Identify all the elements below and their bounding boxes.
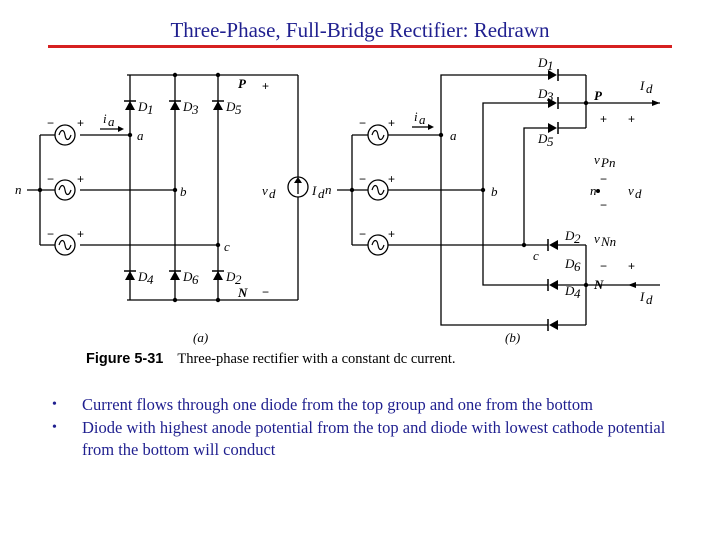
- svg-text:D: D: [538, 131, 548, 146]
- svg-text:−: −: [359, 227, 367, 241]
- svg-text:I: I: [640, 78, 645, 93]
- panel-b-label: (b): [505, 330, 521, 345]
- figure-caption-text: Three-phase rectifier with a constant dc current.: [177, 351, 456, 367]
- svg-text:D: D: [183, 269, 193, 284]
- svg-text:D: D: [565, 256, 575, 271]
- title-underline: [48, 45, 672, 48]
- bullet-item: [52, 394, 672, 416]
- svg-text:d: d: [646, 292, 653, 307]
- svg-text:n: n: [15, 182, 22, 197]
- svg-text:−: −: [262, 285, 270, 299]
- svg-text:I: I: [640, 289, 645, 304]
- svg-text:v: v: [594, 152, 600, 167]
- panel-a-label: (a): [193, 330, 209, 345]
- svg-text:D: D: [565, 283, 575, 298]
- svg-text:v: v: [594, 231, 600, 246]
- svg-text:b: b: [180, 184, 187, 199]
- svg-text:+: +: [388, 116, 396, 130]
- svg-text:+: +: [628, 112, 636, 126]
- svg-text:+: +: [77, 227, 85, 241]
- bullet-item: [52, 417, 672, 461]
- svg-text:d: d: [646, 81, 653, 96]
- svg-text:N: N: [594, 277, 604, 292]
- svg-text:c: c: [224, 239, 230, 254]
- svg-text:a: a: [137, 128, 144, 143]
- svg-text:4: 4: [147, 272, 154, 287]
- svg-text:−: −: [359, 172, 367, 186]
- svg-text:−: −: [47, 116, 55, 130]
- figure-caption: [86, 351, 456, 368]
- svg-text:D: D: [138, 269, 148, 284]
- svg-text:D: D: [565, 228, 575, 243]
- svg-text:D: D: [538, 55, 548, 70]
- svg-text:c: c: [533, 248, 539, 263]
- svg-text:D: D: [538, 86, 548, 101]
- svg-text:5: 5: [235, 102, 242, 117]
- svg-text:D: D: [226, 99, 236, 114]
- svg-text:D: D: [226, 269, 236, 284]
- svg-text:d: d: [269, 186, 276, 201]
- svg-text:v: v: [628, 183, 634, 198]
- svg-text:n: n: [325, 182, 332, 197]
- svg-text:P: P: [238, 76, 246, 91]
- svg-text:N: N: [238, 285, 248, 300]
- svg-text:D: D: [138, 99, 148, 114]
- svg-text:−: −: [359, 116, 367, 130]
- svg-text:6: 6: [574, 259, 581, 274]
- svg-text:a: a: [419, 112, 426, 127]
- svg-text:2: 2: [574, 231, 581, 246]
- svg-text:i: i: [414, 109, 418, 124]
- svg-text:n: n: [590, 183, 597, 198]
- svg-text:P: P: [594, 88, 602, 103]
- bullet-dot-icon: •: [52, 420, 57, 435]
- svg-text:+: +: [77, 172, 85, 186]
- svg-text:d: d: [318, 186, 325, 201]
- svg-text:Pn: Pn: [601, 155, 616, 170]
- svg-text:b: b: [491, 184, 498, 199]
- svg-text:−: −: [47, 172, 55, 186]
- bullet-dot-icon: •: [52, 397, 57, 412]
- panel-a-circuit: [15, 73, 325, 302]
- svg-text:5: 5: [547, 134, 554, 149]
- svg-text:d: d: [635, 186, 642, 201]
- svg-text:+: +: [262, 79, 270, 93]
- svg-text:−: −: [600, 259, 608, 273]
- svg-text:a: a: [108, 114, 115, 129]
- svg-text:3: 3: [192, 102, 199, 117]
- panel-b-circuit: [325, 55, 660, 331]
- svg-text:v: v: [262, 183, 268, 198]
- svg-text:−: −: [47, 227, 55, 241]
- svg-text:a: a: [450, 128, 457, 143]
- svg-text:1: 1: [547, 58, 554, 73]
- svg-text:I: I: [312, 183, 317, 198]
- svg-text:−: −: [600, 172, 608, 186]
- svg-text:6: 6: [192, 272, 199, 287]
- svg-text:+: +: [600, 112, 608, 126]
- svg-text:+: +: [77, 116, 85, 130]
- svg-text:D: D: [183, 99, 193, 114]
- svg-text:+: +: [388, 172, 396, 186]
- svg-text:i: i: [103, 111, 107, 126]
- svg-text:2: 2: [235, 272, 242, 287]
- svg-text:Nn: Nn: [601, 234, 617, 249]
- rectifier-diagram: [0, 55, 720, 355]
- slide-title: Three-Phase, Full-Bridge Rectifier: Redrawn: [170, 18, 550, 42]
- svg-text:−: −: [600, 198, 608, 212]
- svg-text:3: 3: [547, 89, 554, 104]
- svg-text:+: +: [388, 227, 396, 241]
- svg-text:+: +: [628, 259, 636, 273]
- svg-text:4: 4: [574, 286, 581, 301]
- bullet-text: Diode with highest anode potential from the top and diode with lowest cathode potential from the bottom will conduct: [82, 418, 666, 459]
- bullet-list: [52, 394, 672, 462]
- bullet-text: Current flows through one diode from the top group and one from the bottom: [82, 395, 593, 414]
- svg-text:1: 1: [147, 102, 154, 117]
- figure-number: Figure 5-31: [86, 351, 164, 367]
